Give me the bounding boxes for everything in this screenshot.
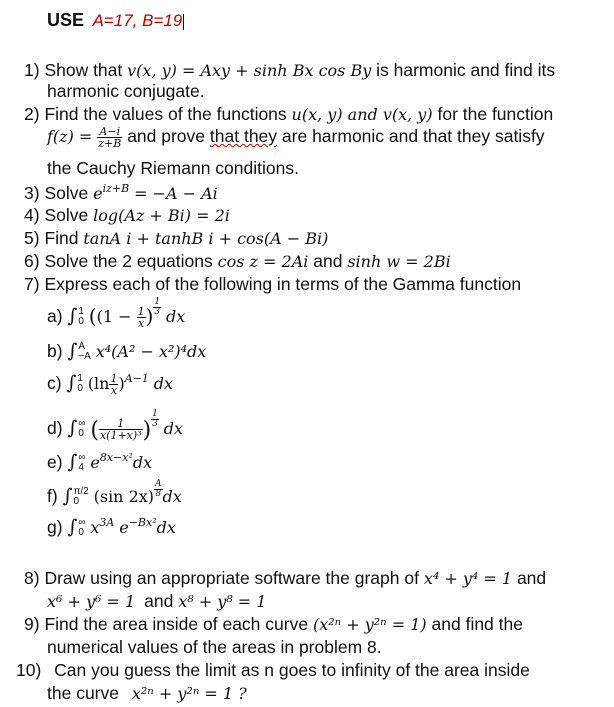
problem-1-line1: 1) Show that v(x, y) = Axy + sinh Bx cos By is harmonic and find its bbox=[24, 60, 556, 80]
problem-10-line2: the curve x²ⁿ + y²ⁿ = 1 ? bbox=[47, 683, 247, 703]
text-cursor bbox=[183, 14, 184, 30]
problem-7: 7) Express each of the following in terms of the Gamma function bbox=[24, 274, 522, 294]
integral-g: g) ∫ ∞ 0 $x^{3A}$ $e^{-Bx^2}dx$ bbox=[47, 516, 176, 539]
problem-10-line1: 10) Can you guess the limit as n goes to infinity of the area inside bbox=[16, 660, 530, 680]
problem-1-line2: harmonic conjugate. bbox=[47, 81, 205, 101]
integral-c: c) ∫ 1 0 (ln $\frac{1}{x}$ )$^{A-1}$ dx bbox=[47, 371, 174, 397]
integral-a: a) ∫ 1 0 ((1 − $\frac{1}{x}$ ) $\frac{1}{3}$ dx bbox=[47, 296, 186, 330]
integral-d: d) ∫ ∞ 0 ( $\frac{1}{\text{x(1+x)³}}$ ) $\frac{1}{3}$ dx bbox=[47, 408, 184, 443]
problem-4: 4) Solve log(Az + Bi) = 2i bbox=[24, 205, 230, 225]
problem-6: 6) Solve the 2 equations cos z = 2Ai and sinh w = 2Bi bbox=[24, 251, 451, 271]
header bbox=[47, 10, 184, 31]
problem-9-line2: numerical values of the areas in problem 8. bbox=[47, 637, 382, 657]
problem-3: 3) Solve $e^{iz+B} = -A - Ai$ bbox=[24, 182, 218, 203]
problem-8-line1: 8) Draw using an appropriate software the graph of x⁴ + y⁴ = 1 and bbox=[24, 568, 547, 588]
problem-5: 5) Find tanA i + tanhB i + cos(A − Bi) bbox=[24, 228, 329, 248]
use-label: USE bbox=[47, 10, 85, 30]
problem-2-line2: f(z) = $\frac{A-i}{z+B}$ and prove that they are harmonic and that they satisfy bbox=[47, 125, 545, 150]
integral-b: b) ∫ A −A x⁴(A² − x²)⁴dx bbox=[47, 340, 207, 363]
integral-e: e) ∫ ∞ 4 $e^{8x-x^2}dx$ bbox=[47, 451, 153, 474]
header-values: A=17, B=19 bbox=[92, 11, 183, 30]
integral-f: f) ∫ π/2 0 (sin 2x) $\frac{A}{8}$ dx bbox=[47, 478, 182, 508]
problem-2-line3: the Cauchy Riemann conditions. bbox=[47, 158, 299, 178]
problem-8-line2: x⁶ + y⁶ = 1 and x⁸ + y⁸ = 1 bbox=[47, 591, 267, 611]
problem-2-line1: 2) Find the values of the functions u(x, y) and v(x, y) for the function bbox=[24, 104, 554, 124]
problem-9-line1: 9) Find the area inside of each curve (x²ⁿ + y²ⁿ = 1) and find the bbox=[24, 614, 523, 634]
p1-function: v(x, y) = Axy + sinh Bx cos By bbox=[127, 61, 372, 80]
p2-fraction: $\frac{A-i}{z+B}$ bbox=[98, 125, 122, 150]
